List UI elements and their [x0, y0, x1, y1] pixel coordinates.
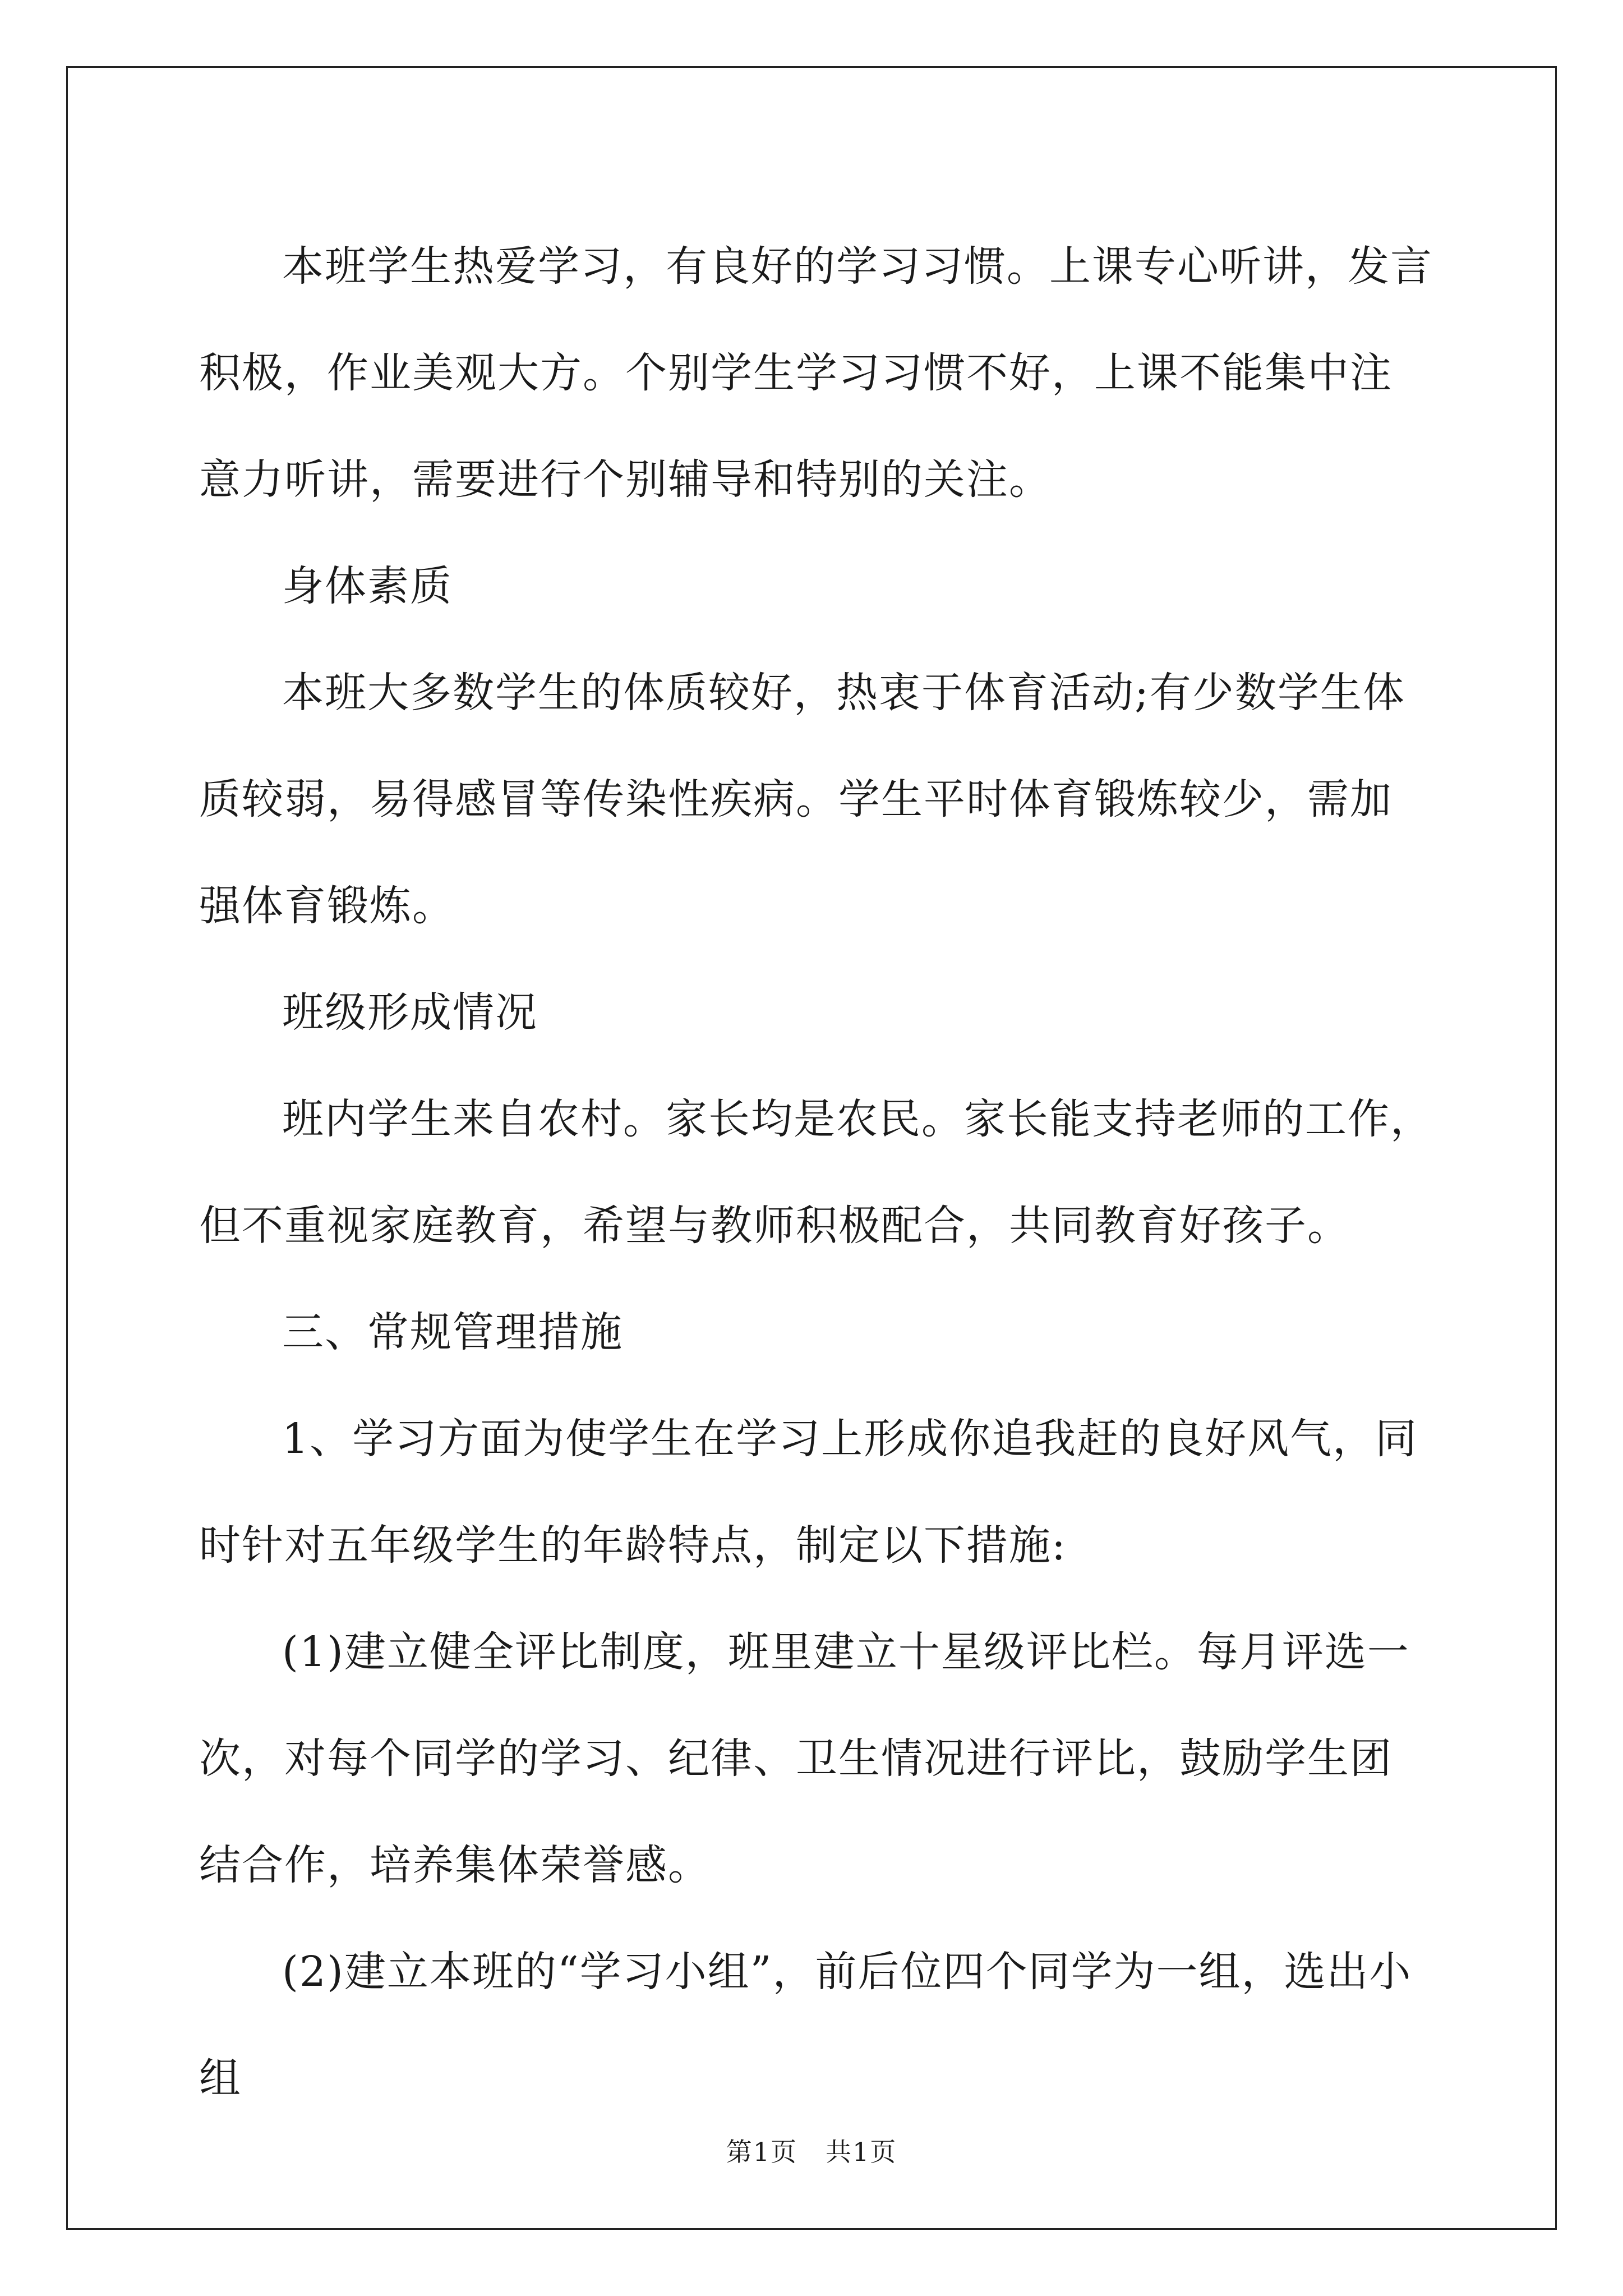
paragraph-class-formation: 班内学生来自农村。家长均是农民。家长能支持老师的工作，但不重视家庭教育，希望与教师积极配合，共同教育好孩子。	[199, 1095, 1433, 1250]
paragraph-study-measures: 1、学习方面为使学生在学习上形成你追我赶的良好风气，同时针对五年级学生的年龄特点，制定以下措施:	[199, 1415, 1418, 1570]
heading-management-measures: 三、常规管理措施	[282, 1308, 623, 1356]
paragraph-study-habits: 本班学生热爱学习，有良好的学习习惯。上课专心听讲，发言积极，作业美观大方。个别学生学习习惯不好，上课不能集中注意力听讲，需要进行个别辅导和特别的关注。	[199, 242, 1433, 504]
heading-physical-fitness: 身体素质	[282, 562, 453, 610]
paragraph-evaluation-system: (1)建立健全评比制度，班里建立十星级评比栏。每月评选一次，对每个同学的学习、纪律、卫生情况进行评比，鼓励学生团结合作，培养集体荣誉感。	[199, 1628, 1410, 1889]
page-total: 共1页	[826, 2137, 897, 2167]
heading-class-formation: 班级形成情况	[282, 988, 538, 1037]
paragraph-study-groups: (2)建立本班的“学习小组”，前后位四个同学为一组，选出小组	[199, 1948, 1412, 2102]
document-body	[199, 213, 1433, 2132]
paragraph-physical-fitness: 本班大多数学生的体质较好，热衷于体育活动;有少数学生体质较弱，易得感冒等传染性疾病。学生平时体育锻炼较少，需加强体育锻炼。	[199, 669, 1405, 930]
page-footer	[0, 2132, 1623, 2169]
page-number: 第1页	[726, 2137, 797, 2167]
